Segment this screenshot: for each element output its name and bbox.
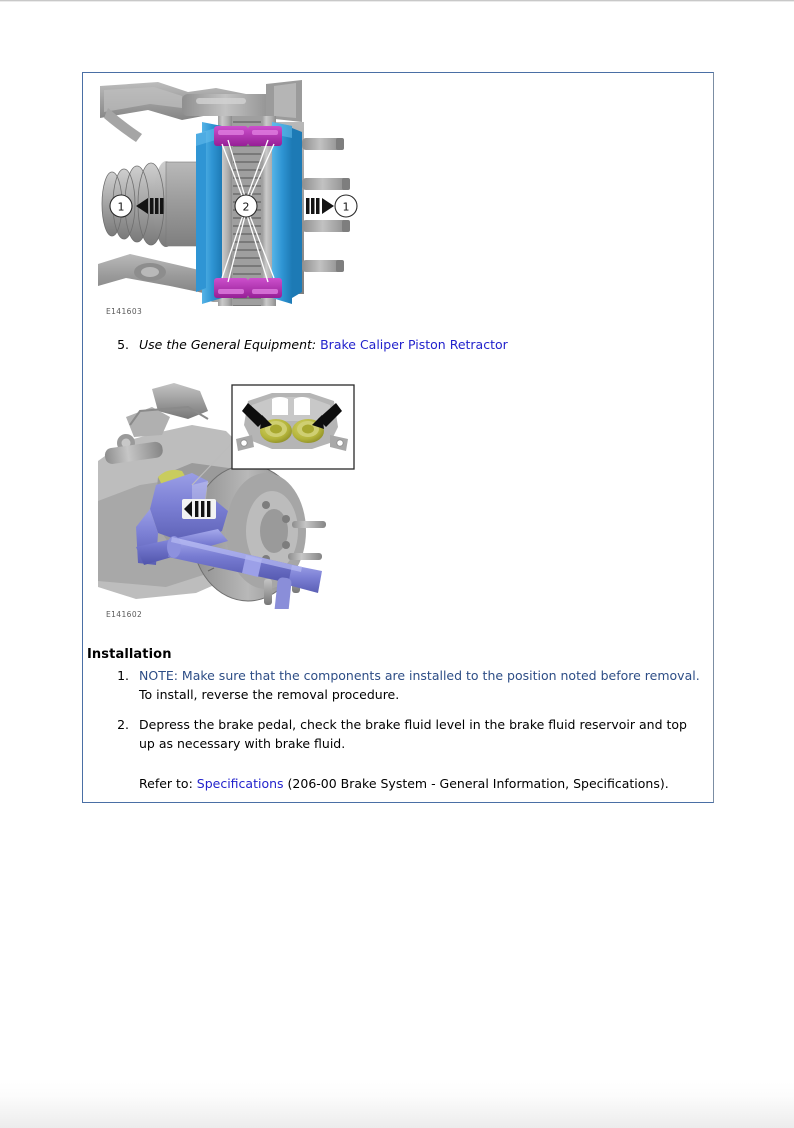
brake-pad-inner (196, 122, 222, 304)
figure-caption-e141603: E141603 (106, 307, 143, 316)
list-number-2: 2. (117, 717, 129, 732)
refer-suffix: (206-00 Brake System - General Information, Specifications). (287, 776, 669, 791)
content-frame (82, 72, 714, 803)
direction-arrow-tool (182, 499, 216, 519)
list-number-1: 1. (117, 668, 129, 683)
step-text (139, 336, 703, 354)
brake-pads-illustration (96, 78, 358, 318)
installation-heading: Installation (87, 646, 172, 662)
step-number: 5. (117, 337, 129, 352)
installation-list (103, 667, 703, 806)
piston-retractor-illustration (96, 381, 356, 621)
page-bottom-shade (0, 1082, 794, 1128)
brake-pad-outer (272, 122, 302, 304)
link-brake-caliper-piston-retractor[interactable]: Brake Caliper Piston Retractor (320, 337, 508, 352)
callout-1-left (110, 195, 132, 217)
installation-body-2: Depress the brake pedal, check the brake fluid level in the brake fluid reservoir and top up as necessary with brake fluid. (139, 717, 687, 751)
step-italic-lead: Use the General Equipment: (139, 337, 317, 352)
figure-caption-e141602: E141602 (106, 610, 143, 619)
figure-piston-retractor (96, 381, 356, 621)
list-body-2 (139, 716, 703, 794)
callout-2-center (235, 195, 257, 217)
svg-text:1: 1 (342, 200, 350, 214)
refer-prefix: Refer to: (139, 776, 193, 791)
link-specifications[interactable]: Specifications (196, 776, 284, 791)
svg-text:1: 1 (117, 200, 125, 214)
figure-brake-pads (96, 78, 358, 318)
installation-item-1 (103, 667, 703, 704)
installation-item-2 (103, 716, 703, 794)
installation-body-1: To install, reverse the removal procedure. (139, 686, 400, 702)
page-top-rule (0, 0, 794, 2)
list-body-1 (139, 667, 703, 704)
procedure-step-5 (103, 336, 703, 354)
installation-note-1: NOTE: Make sure that the components are installed to the position noted before removal. (139, 668, 700, 683)
callout-1-right (335, 195, 357, 217)
svg-text:2: 2 (242, 200, 250, 214)
refer-to-line (139, 775, 703, 794)
